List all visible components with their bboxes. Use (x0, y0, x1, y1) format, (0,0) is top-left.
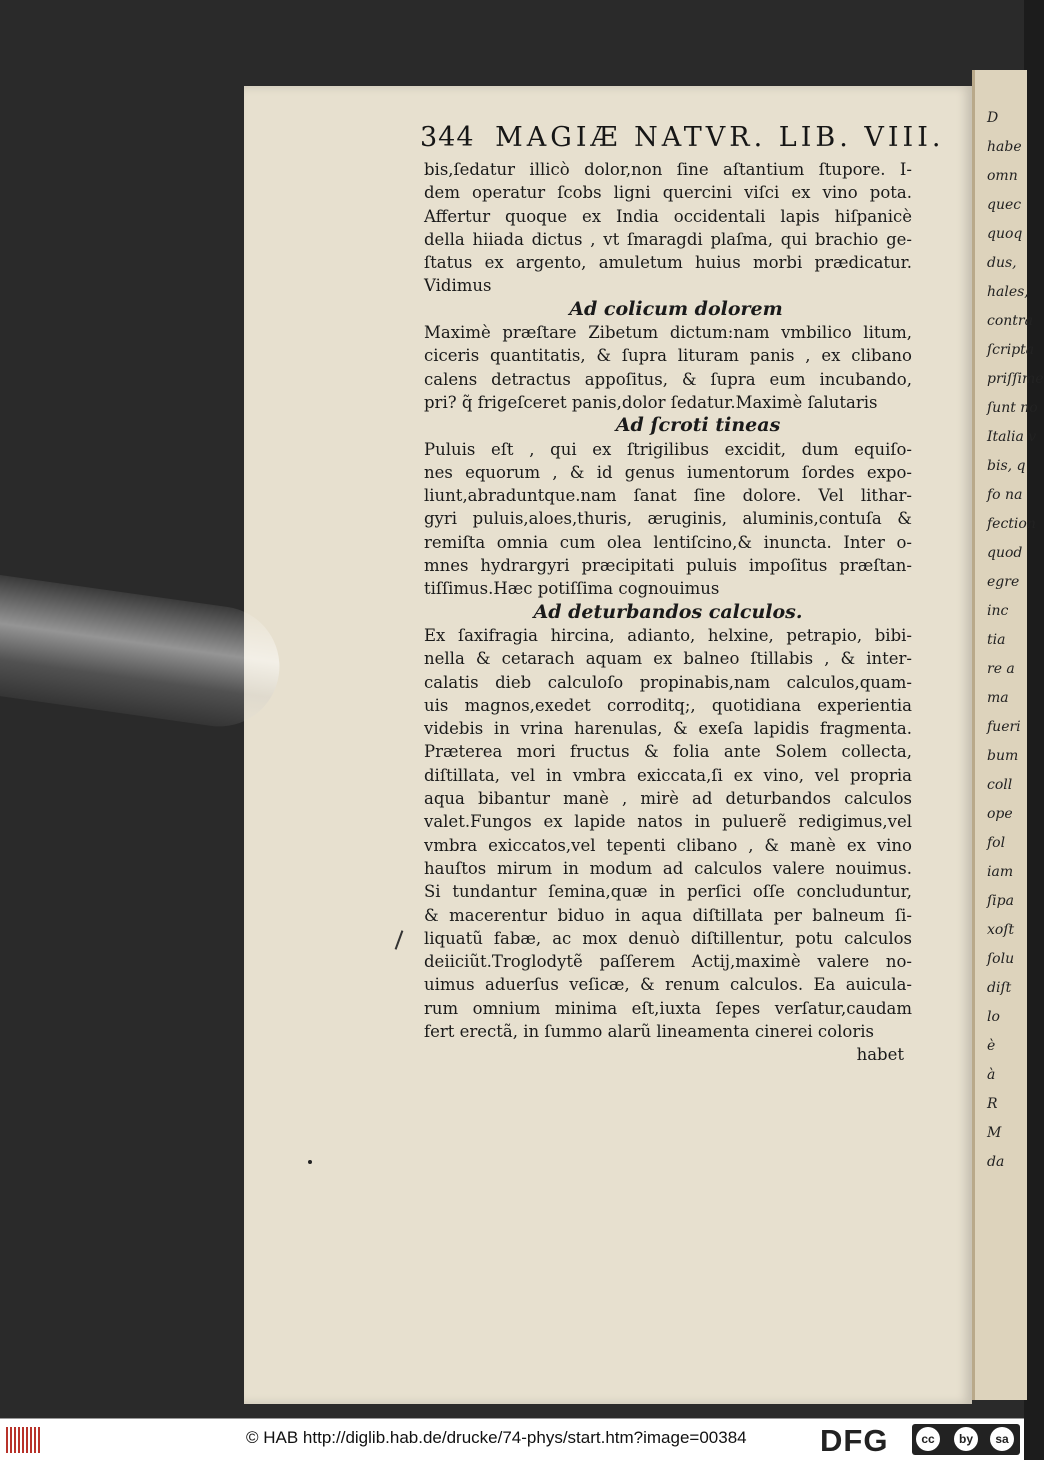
next-page-fragment: à (987, 1067, 996, 1083)
text-line: deiiciũt.Troglodytẽ paſſerem Actij,maximè valere no- (424, 952, 912, 972)
next-page-fragment: fo na (987, 487, 1023, 503)
page-body (424, 158, 912, 1067)
next-page-fragment: ſunt no (987, 400, 1038, 416)
viewer-footer (0, 1418, 1024, 1460)
page-number: 344 (420, 122, 475, 153)
text-line: hauſtos mirum in modum ad calculos valere nouimus. (424, 858, 912, 878)
next-page-fragment: iam (987, 864, 1014, 880)
text-line: Affertur quoque ex India occidentali lapis hiſpanicè (424, 206, 912, 226)
next-page-fragment: bum (987, 748, 1019, 764)
next-page-fragment: diſt (987, 980, 1012, 996)
text-line: bis,ſedatur illicò dolor,non ſine aſtantium ſtupore. I- (424, 160, 912, 179)
running-title: MAGIÆ NATVR. LIB. VIII. (495, 122, 945, 153)
text-line: fert erectã, in ſummo alarũ lineamenta cinerei coloris (424, 1021, 874, 1041)
next-page-fragment: da (987, 1154, 1005, 1170)
running-header (420, 122, 945, 158)
next-page-fragment: Italia v (987, 429, 1037, 445)
next-page-fragment: contra (987, 313, 1033, 329)
text-line: rum omnium minima eſt,iuxta ſepes verſatur,caudam (424, 998, 912, 1018)
next-page-fragment: ſolu (987, 951, 1015, 967)
text-line: liunt,abraduntque.nam ſanat ſine dolore. Vel lithar- (424, 486, 912, 506)
next-page-fragment: fueri (987, 719, 1021, 735)
text-line: calatis dieb calculoſo propinabis,nam calculos,quam- (424, 672, 912, 692)
next-page-fragment: omn (987, 168, 1018, 184)
next-page-fragment: dus, (987, 255, 1017, 271)
ink-dot (308, 1160, 312, 1164)
text-block-3 (424, 438, 912, 601)
next-page-fragment: R (987, 1096, 998, 1112)
copyright-link[interactable]: © HAB http://diglib.hab.de/drucke/74-phys/start.htm?image=00384 (246, 1428, 747, 1447)
next-page-fragment: re a (987, 661, 1015, 677)
next-page-fragment: quod (987, 545, 1023, 561)
next-page-fragment: coll (987, 777, 1013, 793)
next-page-fragment: ma (987, 690, 1009, 706)
next-page-fragment: quoq (987, 226, 1023, 242)
text-line: nella & cetarach aquam ex balneo ſtillabis , & inter- (424, 649, 912, 669)
catchword: habet (856, 1045, 904, 1065)
hab-logo-icon[interactable] (6, 1427, 42, 1453)
sa-icon: sa (990, 1427, 1014, 1451)
next-page-fragment: fection (987, 516, 1036, 532)
next-page-edge (972, 70, 1044, 1400)
text-line: remiſta omnia cum olea lentiſcino,& inuncta. Inter o- (424, 532, 912, 552)
text-line: uis magnos,exedet corroditq;, quotidiana experientia (424, 695, 912, 715)
text-line: calens detractus appoſitus, & ſupra eum incubando, (424, 369, 912, 389)
by-icon: by (954, 1427, 978, 1451)
next-page-fragment: M (987, 1125, 1002, 1141)
next-page-fragment: habe (987, 139, 1022, 155)
text-line: nes equorum , & id genus iumentorum ſordes expo- (424, 462, 912, 482)
text-line: valet.Fungos ex lapide natos in puluerẽ redigimus,vel (424, 812, 912, 832)
next-page-fragment: tia (987, 632, 1006, 648)
cc-license-badge[interactable] (912, 1424, 1020, 1455)
text-line: Ex ſaxifragia hircina, adianto, helxine, petrapio, bibi- (424, 625, 912, 645)
next-page-fragment: quec (987, 197, 1022, 213)
next-page-fragment: egre (987, 574, 1020, 590)
next-page-fragment: priſſime (987, 371, 1044, 387)
text-line: aqua bibantur manè , mirè ad deturbandos calculos (424, 789, 912, 809)
text-line: della hiiada dictus , vt ſmaragdi plaſma, qui brachio ge- (424, 229, 912, 249)
text-block-4 (424, 624, 912, 1043)
text-line: Puluis eſt , qui ex ſtrigilibus excidit, dum equiſo- (424, 439, 912, 459)
next-page-fragment: xoſt (987, 922, 1015, 938)
dfg-logo[interactable]: DFG (820, 1423, 889, 1458)
text-line: Vidimus (424, 276, 492, 296)
text-line: Præterea mori fructus & folia ante Solem collecta, (424, 742, 912, 762)
next-page-fragment: lo (987, 1009, 1000, 1025)
text-line: gyri puluis,aloes,thuris, æruginis, aluminis,contuſa & (424, 509, 912, 529)
next-page-fragment: hales, (987, 284, 1029, 300)
next-page-fragment: fol (987, 835, 1006, 851)
text-line: dem operatur ſcobs ligni quercini viſci ex vino pota. (424, 183, 912, 203)
cc-icon: cc (916, 1427, 940, 1451)
text-line: liquatũ fabæ, ac mox denuò diſtillentur, potu calculos (424, 928, 912, 948)
next-page-fragment: ſcripta (987, 342, 1035, 358)
heading-scrotum: Ad ſcroti tineas (615, 414, 781, 437)
text-line: vmbra exiccatos,vel tepenti clibano , & manè ex vino (424, 835, 912, 855)
heading-calculi: Ad deturbandos calculos. (533, 600, 803, 623)
next-page-fragment: è (987, 1038, 996, 1054)
next-page-fragment: D (987, 110, 999, 126)
text-line: videbis in vrina harenulas, & exeſa lapidis fragmenta. (424, 719, 912, 739)
text-line: Si tundantur ſemina,quæ in perſici oſſe concluduntur, (424, 882, 912, 902)
next-page-fragment: bis, q (987, 458, 1026, 474)
text-line: Maximè præſtare Zibetum dictum:nam vmbilico litum, (424, 323, 912, 343)
text-line: ciceris quantitatis, & ſupra lituram panis , ex clibano (424, 346, 912, 366)
text-line: & macerentur biduo in aqua diſtillata per balneum ſi- (424, 905, 912, 925)
text-line: pri? q̃ frigeſceret panis,dolor ſedatur.Maximè ſalutaris (424, 392, 878, 412)
next-page-fragment: ſipa (987, 893, 1014, 909)
text-line: uimus aduerſus veſicæ, & renum calculos. Ea auicula- (424, 975, 912, 995)
text-line: ſtatus ex argento, amuletum huius morbi prædicatur. (424, 253, 912, 273)
text-block-1 (424, 158, 912, 298)
text-block-2 (424, 321, 912, 414)
next-page-fragment: inc (987, 603, 1009, 619)
text-line: diſtillata, vel in vmbra exiccata,ſi ex vino, vel propria (424, 765, 912, 785)
next-page-fragment: ope (987, 806, 1013, 822)
text-line: mnes hydrargyri præcipitati puluis impoſitus præſtan- (424, 556, 912, 576)
text-line: tiſſimus.Hæc potiſſima cognouimus (424, 579, 720, 599)
heading-colic: Ad colicum dolorem (569, 297, 783, 320)
